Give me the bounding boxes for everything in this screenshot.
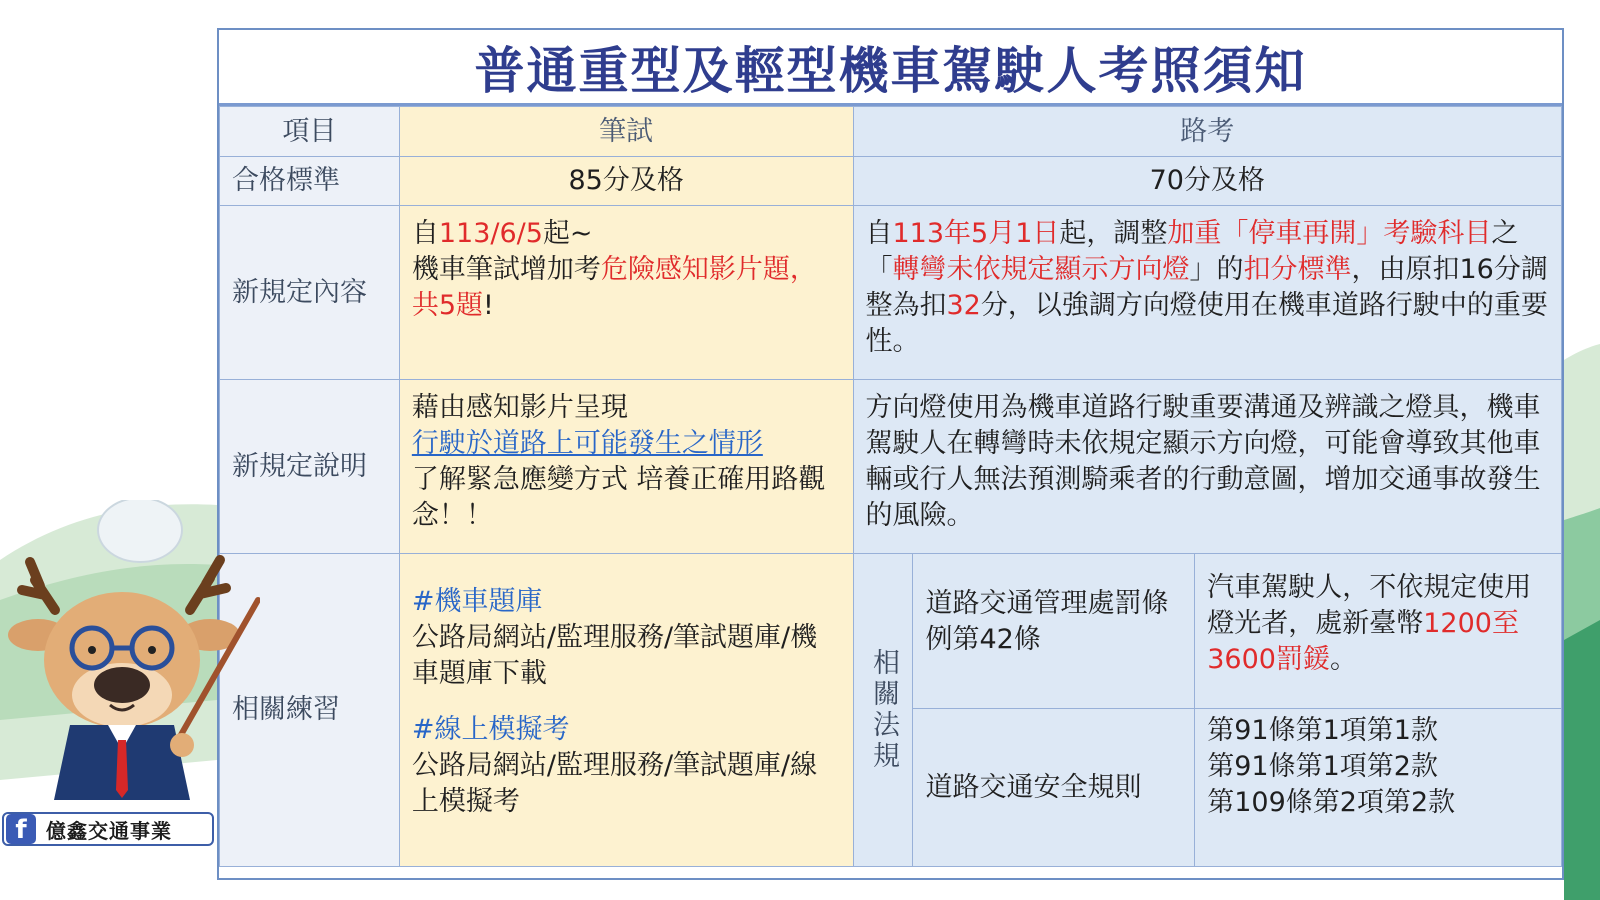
header-written: 筆試 [399, 107, 853, 157]
new-rule-written: 自113/6/5起~ 機車筆試增加考危險感知影片題， 共5題! [399, 206, 853, 380]
facebook-page-name: 億鑫交通事業 [46, 818, 172, 843]
practice-label: 相關練習 [220, 554, 400, 867]
law1-desc: 汽車駕駛人，不依規定使用燈光者，處新臺幣1200至3600罰鍰。 [1195, 554, 1562, 709]
law2-item: 第91條第1項第1款 [1207, 715, 1438, 746]
law2-name: 道路交通安全規則 [913, 709, 1195, 867]
new-rule-label: 新規定內容 [220, 206, 400, 380]
new-rule-road: 自113年5月1日起，調整加重「停車再開」考驗科目之「轉彎未依規定顯示方向燈」的扣分標準，由原扣16分調整為扣32分，以強調方向燈使用在機車道路行駛中的重要性。 [853, 206, 1562, 380]
header-road: 路考 [853, 107, 1562, 157]
law2-item: 第109條第2項第2款 [1207, 787, 1456, 818]
pass-label: 合格標準 [220, 157, 400, 206]
deer-mascot-illustration [0, 500, 260, 800]
facebook-icon: f [6, 814, 36, 844]
law1-name: 道路交通管理處罰條例第42條 [913, 554, 1195, 709]
explain-link: 行駛於道路上可能發生之情形 [411, 428, 763, 459]
laws-label: 相關法規 [853, 554, 913, 867]
practice-path-bank: 公路局網站/監理服務/筆試題庫/機車題庫下載 [411, 622, 818, 689]
pass-written: 85分及格 [399, 157, 853, 206]
explain-road: 方向燈使用為機車道路行駛重要溝通及辨識之燈具，機車駕駛人在轉彎時未依規定顯示方向燈，可能會導致其他車輛或行人無法預測騎乘者的行動意圖，增加交通事故發生的風險。 [853, 380, 1562, 554]
law2-items [1195, 709, 1562, 867]
explain-label: 新規定說明 [220, 380, 400, 554]
practice-content [399, 554, 853, 867]
page-title: 普通重型及輕型機車駕駛人考照須知 [219, 30, 1562, 106]
pass-road: 70分及格 [853, 157, 1562, 206]
practice-tag-mock[interactable]: #線上模擬考 [411, 714, 570, 745]
info-sheet [217, 28, 1564, 880]
info-table [219, 106, 1562, 867]
facebook-badge[interactable] [2, 812, 214, 846]
law2-item: 第91條第1項第2款 [1207, 751, 1438, 782]
practice-path-mock: 公路局網站/監理服務/筆試題庫/線上模擬考 [411, 750, 818, 817]
header-item: 項目 [220, 107, 400, 157]
explain-written: 藉由感知影片呈現 行駛於道路上可能發生之情形 了解緊急應變方式 培養正確用路觀念！！ [399, 380, 853, 554]
practice-tag-bank[interactable]: #機車題庫 [411, 586, 543, 617]
